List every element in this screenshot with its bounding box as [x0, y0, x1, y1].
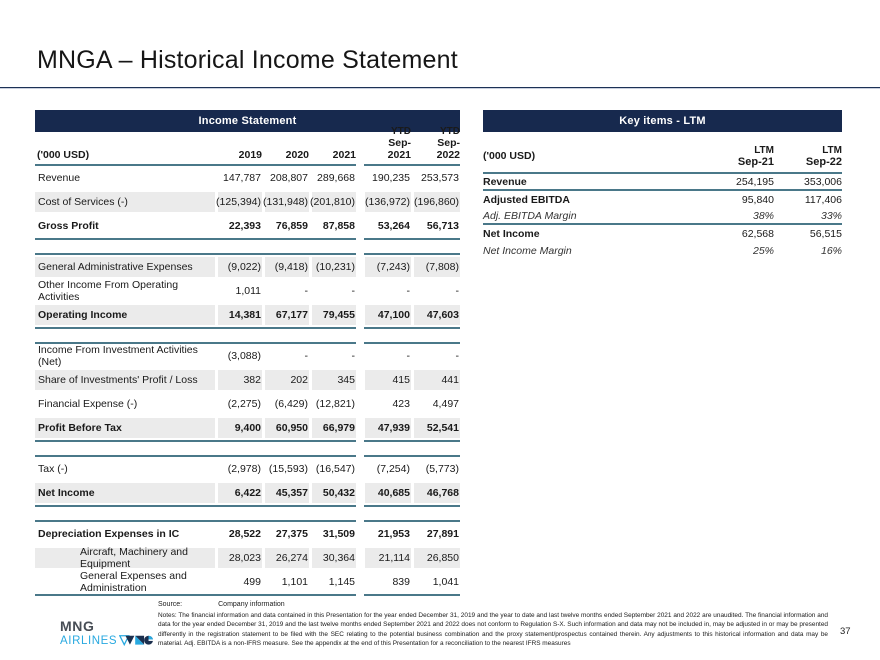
row-label: General Expenses and Administration [80, 570, 187, 594]
column-header-top: LTM [754, 145, 774, 156]
key-items-header-bar: Key items - LTM [483, 110, 842, 132]
table-row [483, 208, 842, 225]
key-items-table [483, 110, 842, 259]
cell-value: - [351, 285, 355, 297]
row-label: Revenue [483, 175, 527, 188]
table-row [35, 255, 460, 279]
cell-value: 62,568 [741, 227, 774, 240]
cell-value: - [304, 285, 308, 297]
header-rule [35, 164, 460, 166]
row-label: Profit Before Tax [35, 418, 215, 438]
cell-value: 53,264 [377, 220, 410, 232]
cell-value: 9,400 [218, 418, 262, 438]
title-divider [0, 87, 880, 89]
column-header-bottom: Sep-22 [805, 156, 842, 168]
cell-value: 1,101 [281, 576, 308, 588]
cell-value: (9,418) [265, 257, 309, 277]
cell-value: 208,807 [270, 172, 308, 184]
cell-value: 1,041 [432, 576, 459, 588]
cell-value: 423 [392, 398, 410, 410]
table-row [35, 416, 460, 440]
column-header-bottom: Sep-21 [737, 156, 774, 168]
column-header [774, 145, 842, 168]
cell-value: (10,231) [312, 257, 356, 277]
table-row [35, 481, 460, 505]
table-row [35, 368, 460, 392]
cell-value: (7,808) [414, 257, 460, 277]
cell-value: (125,394) [218, 192, 262, 212]
column-header-top: YTD [391, 126, 411, 137]
cell-value: - [455, 285, 459, 297]
cell-value: 6,422 [218, 483, 262, 503]
row-label: Adj. EBITDA Margin [483, 209, 577, 222]
cell-value: 30,364 [312, 548, 356, 568]
cell-value: (6,429) [274, 398, 308, 410]
table-row [35, 166, 460, 190]
mng-logo-mark-icon [119, 634, 153, 648]
cell-value: 839 [392, 576, 410, 588]
table-row [483, 225, 842, 242]
cell-value: 25% [752, 244, 774, 257]
cell-value: 76,859 [275, 220, 308, 232]
row-label: Revenue [38, 172, 81, 184]
cell-value: (12,821) [315, 398, 355, 410]
cell-value: 16% [820, 244, 842, 257]
cell-value: 14,381 [218, 305, 262, 325]
row-label: Net Income [483, 227, 540, 240]
row-label: Aircraft, Machinery and Equipment [35, 548, 215, 568]
column-header-top [265, 138, 309, 149]
row-label: Other Income From Operating Activities [38, 279, 179, 303]
table-row [35, 303, 460, 327]
row-label: Net Income Margin [483, 244, 572, 257]
section-rule [35, 455, 460, 457]
cell-value: 66,979 [312, 418, 356, 438]
column-header-bottom: 2019 [238, 149, 262, 161]
column-header [265, 138, 309, 161]
column-header-bottom: 2021 [332, 149, 356, 161]
income-statement-sections [35, 166, 460, 596]
cell-value: - [304, 350, 308, 362]
row-label: Tax (-) [38, 463, 68, 475]
cell-value: (131,948) [265, 192, 309, 212]
mng-airlines-logo [60, 619, 153, 648]
cell-value: 47,100 [365, 305, 411, 325]
cell-value: 33% [820, 209, 842, 222]
cell-value: - [406, 350, 410, 362]
column-header-bottom: 2020 [285, 149, 309, 161]
row-label: General Administrative Expenses [35, 257, 215, 277]
cell-value: 28,023 [218, 548, 262, 568]
cell-value: (2,978) [227, 463, 261, 475]
cell-value: 27,891 [426, 528, 459, 540]
table-row [35, 344, 460, 368]
cell-value: 40,685 [365, 483, 411, 503]
logo-brand-top: MNG [60, 618, 95, 634]
cell-value: 1,011 [235, 285, 261, 297]
cell-value: (15,593) [268, 463, 308, 475]
logo-brand-bottom: AIRLINES [60, 634, 118, 647]
cell-value: 26,274 [265, 548, 309, 568]
cell-value: 47,939 [365, 418, 411, 438]
section-rule [35, 253, 460, 255]
section-rule [35, 594, 460, 596]
cell-value: 190,235 [372, 172, 410, 184]
section-rule [35, 520, 460, 522]
column-header-top [218, 138, 262, 149]
cell-value: 79,455 [312, 305, 356, 325]
row-label: Adjusted EBITDA [483, 193, 570, 206]
table-row [35, 546, 460, 570]
section-spacer [35, 507, 460, 520]
cell-value: 254,195 [736, 175, 774, 188]
row-label: Depreciation Expenses in IC [38, 528, 180, 540]
cell-value: 27,375 [275, 528, 308, 540]
page-number: 37 [840, 626, 851, 637]
cell-value: 28,522 [228, 528, 261, 540]
cell-value: 499 [243, 576, 261, 588]
cell-value: 67,177 [265, 305, 309, 325]
row-label: Gross Profit [38, 220, 99, 232]
row-label: Net Income [35, 483, 215, 503]
cell-value: (7,254) [376, 463, 410, 475]
column-header [706, 145, 774, 168]
unit-label: ('000 USD) [37, 149, 90, 161]
cell-value: (196,860) [414, 192, 460, 212]
cell-value: 87,858 [322, 220, 355, 232]
cell-value: 202 [265, 370, 309, 390]
cell-value: 38% [752, 209, 774, 222]
page-title: MNGA – Historical Income Statement [37, 46, 458, 74]
section-rule [35, 327, 460, 329]
cell-value: (2,275) [227, 398, 261, 410]
table-row [483, 191, 842, 208]
table-row [35, 570, 460, 594]
column-header [218, 138, 262, 161]
source-label: Source: [158, 601, 183, 608]
cell-value: 382 [218, 370, 262, 390]
section-spacer [35, 329, 460, 342]
cell-value: 60,950 [265, 418, 309, 438]
cell-value: 345 [312, 370, 356, 390]
cell-value: 289,668 [317, 172, 355, 184]
section-spacer [35, 442, 460, 455]
cell-value: 117,406 [804, 193, 842, 206]
cell-value: (9,022) [218, 257, 262, 277]
cell-value: 147,787 [223, 172, 261, 184]
row-label: Financial Expense (-) [38, 398, 138, 410]
cell-value: 415 [365, 370, 411, 390]
source-line [158, 601, 285, 608]
table-row [35, 214, 460, 238]
table-row [35, 457, 460, 481]
table-row [35, 522, 460, 546]
cell-value: 253,573 [421, 172, 459, 184]
cell-value: 56,515 [809, 227, 842, 240]
cell-value: (201,810) [312, 192, 356, 212]
cell-value: 45,357 [265, 483, 309, 503]
cell-value: 56,713 [426, 220, 459, 232]
cell-value: 4,497 [432, 398, 459, 410]
column-header-top [312, 138, 356, 149]
row-label: Operating Income [35, 305, 215, 325]
cell-value: 47,603 [414, 305, 460, 325]
footnotes: Notes: The financial information and data contained in this Presentation for the year ended December 31, 2019 and the year to date and last twelve months ended September 2021 and 2022 are unaudited. The financial information and data for the year ended December 31, 2019 and the last twelve months ended September 2021 and 2022 does not conform to Regulation S-X. Such information and data may not be included in, may be adjusted in or may be presented differently in the registration statement to be filed with the SEC relating to the potential business combination and the proxy statement/prospectus contained therein. Any adjustments to this historical information and data may be material. Adj. EBITDA is a non-IFRS measure. See the appendix at the end of this Presentation for a reconciliation to the nearest IFRS measures [158, 612, 828, 648]
cell-value: 31,509 [322, 528, 355, 540]
column-header [312, 138, 356, 161]
cell-value: 22,393 [228, 220, 261, 232]
unit-label: ('000 USD) [483, 150, 536, 162]
section-rule [35, 505, 460, 507]
cell-value: (16,547) [315, 463, 355, 475]
row-label: Share of Investments' Profit / Loss [35, 370, 215, 390]
column-header-top: LTM [822, 145, 842, 156]
income-statement-column-header [35, 126, 460, 164]
cell-value: 21,953 [377, 528, 410, 540]
table-row [483, 242, 842, 259]
cell-value: (7,243) [365, 257, 411, 277]
column-header [414, 126, 460, 161]
cell-value: (136,972) [365, 192, 411, 212]
cell-value: 52,541 [414, 418, 460, 438]
row-label: Income From Investment Activities (Net) [38, 344, 198, 368]
cell-value: (5,773) [425, 463, 459, 475]
table-row [35, 392, 460, 416]
cell-value: - [455, 350, 459, 362]
column-header-bottom: Sep-2022 [436, 137, 460, 161]
cell-value: (3,088) [227, 350, 261, 362]
section-rule [35, 440, 460, 442]
column-header-bottom: Sep-2021 [387, 137, 411, 161]
cell-value: 46,768 [414, 483, 460, 503]
column-header-top: YTD [440, 126, 460, 137]
cell-value: 353,006 [804, 175, 842, 188]
section-rule [35, 238, 460, 240]
section-spacer [35, 240, 460, 253]
cell-value: - [351, 350, 355, 362]
table-row [483, 174, 842, 191]
cell-value: 441 [414, 370, 460, 390]
income-statement-header-bar: Income Statement [35, 110, 460, 132]
row-label: Cost of Services (-) [35, 192, 215, 212]
cell-value: - [406, 285, 410, 297]
column-header [365, 126, 411, 161]
table-row [35, 279, 460, 303]
cell-value: 95,840 [741, 193, 774, 206]
cell-value: 50,432 [312, 483, 356, 503]
cell-value: 1,145 [328, 576, 355, 588]
key-items-column-header [483, 132, 842, 172]
cell-value: 26,850 [414, 548, 460, 568]
key-items-rows [483, 174, 842, 259]
table-row [35, 190, 460, 214]
source-value: Company information [218, 601, 285, 608]
cell-value: 21,114 [365, 548, 411, 568]
income-statement-table [35, 110, 460, 596]
